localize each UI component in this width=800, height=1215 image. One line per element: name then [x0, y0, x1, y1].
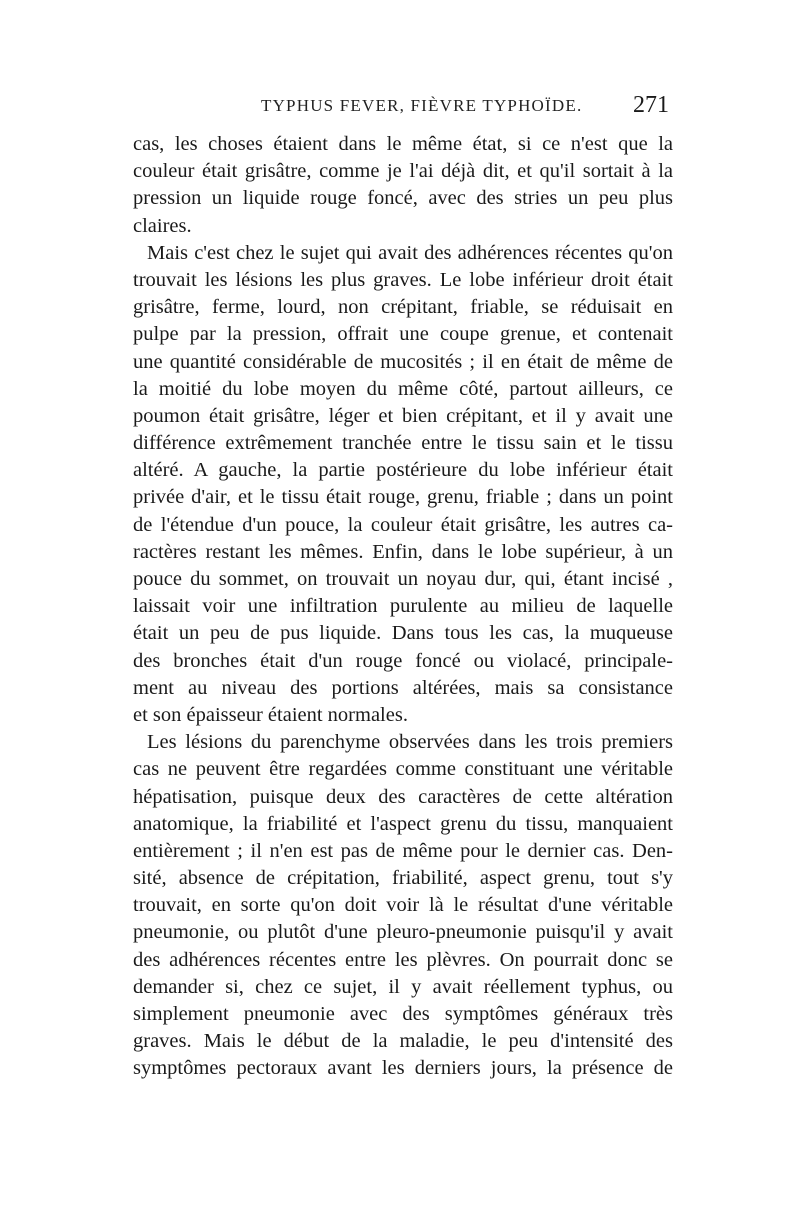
text-line: Mais c'est chez le sujet qui avait des adhérences récentes qu'on — [147, 241, 673, 264]
text-line: des bronches était d'un rouge foncé ou violacé, principale- — [133, 649, 673, 672]
text-line: altéré. A gauche, la partie postérieure du lobe inférieur était — [133, 459, 673, 482]
text-line: la moitié du lobe moyen du même côté, partout ailleurs, ce — [133, 377, 673, 400]
paragraph — [133, 131, 673, 240]
text-line: ment au niveau des portions altérées, mais sa consistance — [133, 676, 673, 699]
text-line: poumon était grisâtre, léger et bien crépitant, et il y avait une — [133, 404, 673, 427]
text-line: cas ne peuvent être regardées comme constituant une véritable — [133, 758, 673, 781]
text-line: entièrement ; il n'en est pas de même pour le dernier cas. Den- — [133, 839, 673, 862]
text-line: pulpe par la pression, offrait une coupe grenue, et contenait — [133, 323, 673, 346]
text-line: et son épaisseur étaient normales. — [133, 703, 408, 726]
page-number: 271 — [633, 92, 669, 118]
text-line: différence extrêmement tranchée entre le tissu sain et le tissu — [133, 432, 673, 455]
text-line: anatomique, la friabilité et l'aspect grenu du tissu, manquaient — [133, 812, 673, 835]
text-line: pression un liquide rouge foncé, avec des stries un peu plus — [133, 187, 673, 210]
text-line: claires. — [133, 214, 192, 237]
text-line: grisâtre, ferme, lourd, non crépitant, friable, se réduisait en — [133, 296, 673, 319]
text-line: demander si, chez ce sujet, il y avait réellement typhus, ou — [133, 975, 673, 998]
text-line: était un peu de pus liquide. Dans tous les cas, la muqueuse — [133, 622, 673, 645]
running-title: TYPHUS FEVER, FIÈVRE TYPHOÏDE. — [261, 96, 583, 115]
paragraph — [133, 729, 673, 1082]
text-line: couleur était grisâtre, comme je l'ai déjà dit, et qu'il sortait à la — [133, 160, 673, 183]
text-line: symptômes pectoraux avant les derniers jours, la présence de — [133, 1057, 673, 1080]
text-line: pneumonie, ou plutôt d'une pleuro-pneumonie puisqu'il y avait — [133, 921, 673, 944]
text-line: simplement pneumonie avec des symptômes généraux très — [133, 1003, 673, 1025]
text-line: une quantité considérable de mucosités ; il en était de même de — [133, 350, 673, 373]
running-head — [133, 92, 673, 126]
text-line: sité, absence de crépitation, friabilité, aspect grenu, tout s'y — [133, 867, 673, 890]
text-line: ractères restant les mêmes. Enfin, dans le lobe supérieur, à un — [133, 540, 673, 563]
text-line: trouvait, en sorte qu'on doit voir là le résultat d'une véritable — [133, 894, 673, 917]
text-line: pouce du sommet, on trouvait un noyau dur, qui, étant incisé , — [133, 568, 673, 590]
text-line: cas, les choses étaient dans le même état, si ce n'est que la — [133, 133, 673, 155]
text-line: privée d'air, et le tissu était rouge, grenu, friable ; dans un point — [133, 486, 673, 509]
text-line: hépatisation, puisque deux des caractères de cette altération — [133, 785, 673, 808]
text-line: graves. Mais le début de la maladie, le peu d'intensité des — [133, 1030, 673, 1053]
text-line: des adhérences récentes entre les plèvres. On pourrait donc se — [133, 948, 673, 971]
body-text — [133, 131, 673, 1083]
paragraph — [133, 240, 673, 729]
text-line: trouvait les lésions les plus graves. Le lobe inférieur droit était — [133, 268, 673, 291]
text-line: laissait voir une infiltration purulente au milieu de laquelle — [133, 595, 673, 618]
text-line: de l'étendue d'un pouce, la couleur était grisâtre, les autres ca- — [133, 513, 673, 536]
text-line: Les lésions du parenchyme observées dans les trois premiers — [147, 731, 673, 754]
